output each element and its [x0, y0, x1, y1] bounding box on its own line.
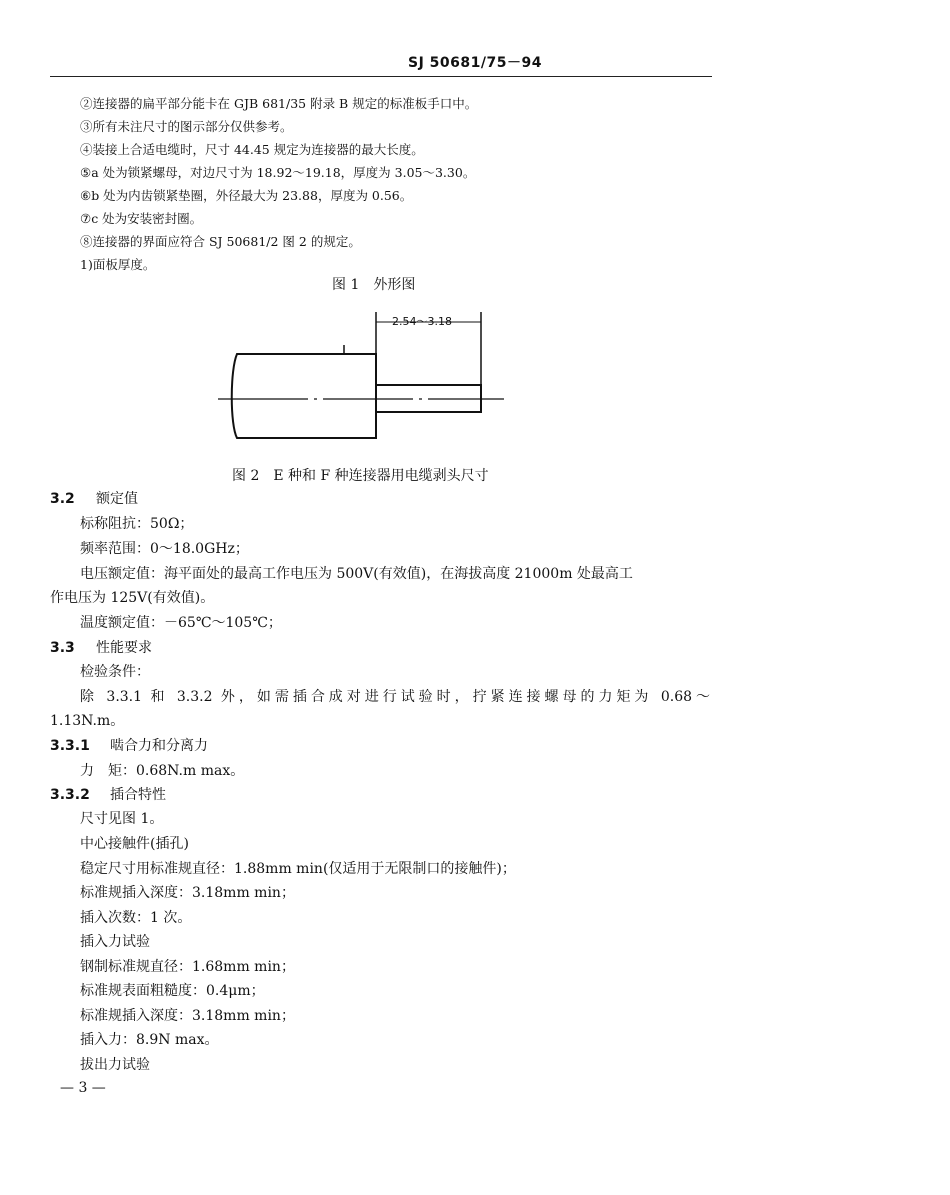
paragraph-line: 力 矩：0.68N.m max。 — [80, 763, 245, 779]
section-3-3-heading — [50, 637, 152, 657]
paragraph-line: 作电压为 125V(有效值)。 — [50, 590, 215, 606]
section-3-2-heading — [50, 488, 138, 508]
figure-2-caption: 图 2 E 种和 F 种连接器用电缆剥头尺寸 — [232, 468, 489, 484]
section-title: 性能要求 — [96, 640, 152, 656]
figure-1-caption: 图 1 外形图 — [332, 277, 416, 293]
section-number: 3.3.1 — [50, 738, 90, 754]
paragraph-line: 1.13N.m。 — [50, 713, 125, 729]
figure-note: ②连接器的扁平部分能卡在 GJB 681/35 附录 B 规定的标准板手口中。 — [80, 96, 478, 111]
figure-note: ④装接上合适电缆时，尺寸 44.45 规定为连接器的最大长度。 — [80, 142, 424, 157]
paragraph-line: 频率范围：0～18.0GHz； — [80, 541, 249, 557]
paragraph-line: 钢制标准规直径：1.68mm min； — [80, 959, 295, 975]
paragraph-line: 中心接触件(插孔) — [80, 836, 189, 852]
document-number-header: SJ 50681/75－94 — [408, 55, 542, 71]
section-title: 额定值 — [96, 491, 138, 507]
section-number: 3.2 — [50, 491, 75, 507]
paragraph-line: 尺寸见图 1。 — [80, 811, 164, 827]
section-3-3-2-heading — [50, 784, 166, 804]
paragraph-line: 插入次数：1 次。 — [80, 910, 192, 926]
figure-note: ⑦c 处为安装密封圈。 — [80, 211, 203, 226]
cable-jacket-outline — [232, 354, 376, 438]
dimension-label: 2.54～3.18 — [392, 315, 452, 328]
paragraph-line: 温度额定值：－65℃～105℃； — [80, 615, 282, 631]
figure-note: ⑥b 处为内齿锁紧垫圈，外径最大为 23.88，厚度为 0.56。 — [80, 188, 413, 203]
figure-note: ⑤a 处为锁紧螺母，对边尺寸为 18.92～19.18，厚度为 3.05～3.30。 — [80, 165, 476, 180]
figure-note: 1)面板厚度。 — [80, 257, 156, 272]
section-title: 插合特性 — [110, 787, 166, 803]
paragraph-line: 标准规插入深度：3.18mm min； — [80, 885, 295, 901]
paragraph-line: 除 3.3.1 和 3.3.2 外，如需插合成对进行试验时，拧紧连接螺母的力矩为 0.68～ — [80, 689, 710, 705]
figure-note: ⑧连接器的界面应符合 SJ 50681/2 图 2 的规定。 — [80, 234, 361, 249]
paragraph-line: 标称阻抗：50Ω； — [80, 516, 194, 532]
paragraph-line: 标准规表面粗糙度：0.4μm； — [80, 983, 265, 999]
paragraph-line: 插入力试验 — [80, 934, 150, 950]
section-number: 3.3 — [50, 640, 75, 656]
section-number: 3.3.2 — [50, 787, 90, 803]
section-title: 啮合力和分离力 — [110, 738, 208, 754]
paragraph-line: 检验条件： — [80, 664, 150, 680]
paragraph-line: 标准规插入深度：3.18mm min； — [80, 1008, 295, 1024]
paragraph-line: 电压额定值：海平面处的最高工作电压为 500V(有效值)，在海拔高度 21000m 处最高工 — [80, 566, 633, 582]
paragraph-line: 稳定尺寸用标准规直径：1.88mm min(仅适用于无限制口的接触件)； — [80, 861, 516, 877]
paragraph-line: 插入力：8.9N max。 — [80, 1032, 219, 1048]
page-number: — 3 — — [60, 1080, 106, 1096]
section-3-3-1-heading — [50, 735, 208, 755]
paragraph-line: 拔出力试验 — [80, 1057, 150, 1073]
figure-note: ③所有未注尺寸的图示部分仅供参考。 — [80, 119, 293, 134]
